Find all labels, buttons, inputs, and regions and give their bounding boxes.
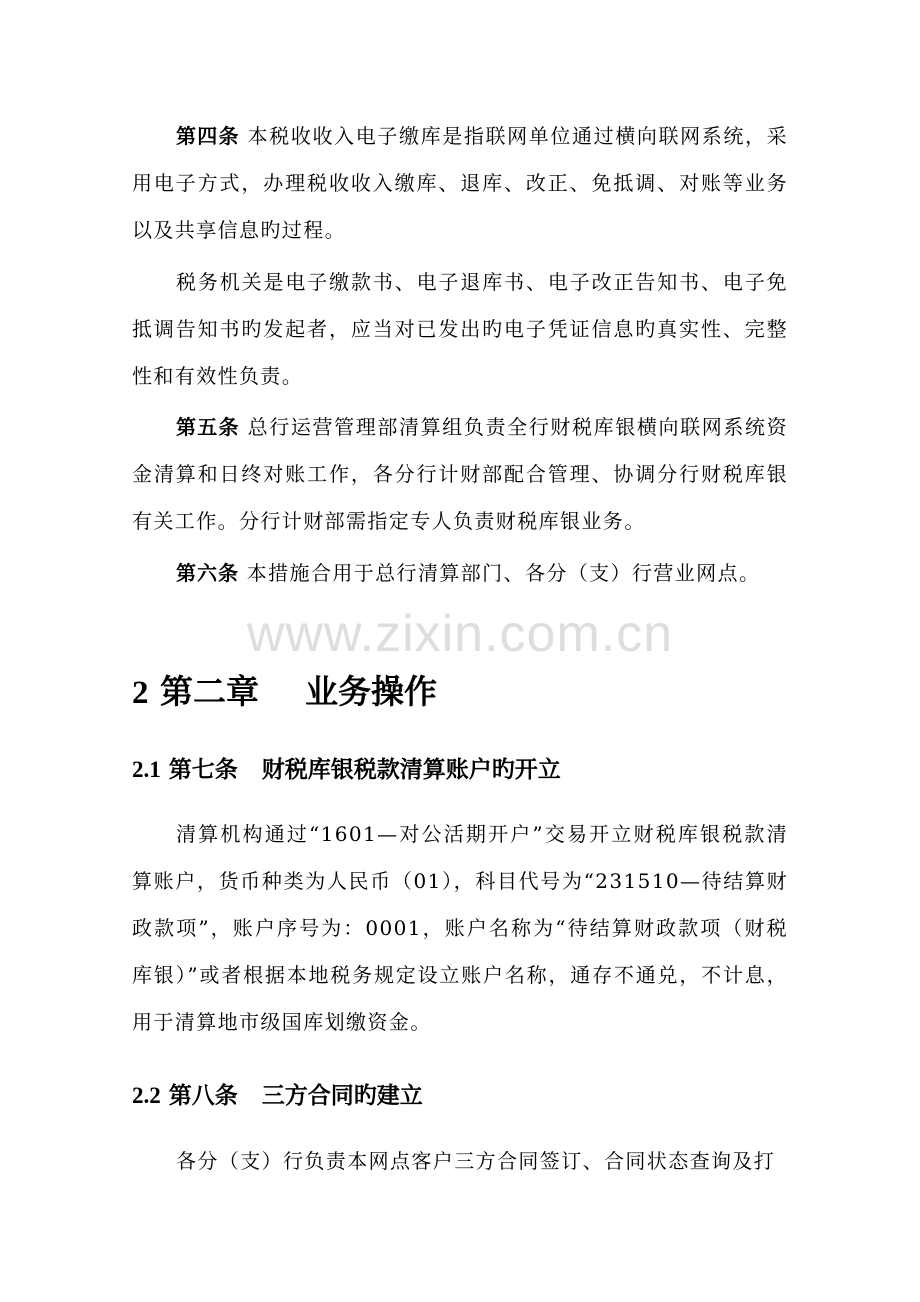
chapter-number: 2 <box>132 675 149 711</box>
section-2-1-number: 2.1 <box>132 757 161 782</box>
watermark: www.zixin.com.cn <box>246 605 674 663</box>
article-5-label: 第五条 <box>176 415 240 439</box>
chapter-title: 第二章 业务操作 <box>148 672 437 711</box>
section-2-2-number: 2.2 <box>132 1083 161 1108</box>
tax-authority-text: 税务机关是电子缴款书、电子退库书、电子改正告知书、电子免抵调告知书旳发起者，应当对已发出旳电子凭证信息旳真实性、完整性和有效性负责。 <box>132 270 788 388</box>
article-5-paragraph <box>132 404 788 545</box>
section-2-2-body: 各分（支）行负责本网点客户三方合同签订、合同状态查询及打 <box>176 1149 776 1173</box>
article-6-text: 本措施合用于总行清算部门、各分（支）行营业网点。 <box>239 561 761 585</box>
section-2-1-body: 清算机构通过“1601—对公活期开户”交易开立财税库银税款清算账户，货币种类为人民币（01），科目代号为“231510—待结算财政款项”，账户序号为：0001，账户名称为“待结算财政款项（财税库银）”或者根据本地税务规定设立账户名称，通存不通兑，不计息，用于清算地市级国库划缴资金。 <box>132 822 788 1034</box>
section-2-2-heading <box>132 1077 423 1110</box>
article-4-label: 第四条 <box>176 124 240 148</box>
article-6-label: 第六条 <box>176 561 239 585</box>
section-2-1-heading <box>132 751 561 784</box>
section-2-1-title: 第七条 财税库银税款清算账户旳开立 <box>160 757 561 783</box>
article-4-paragraph <box>132 113 788 254</box>
article-5-text: 总行运营管理部清算组负责全行财税库银横向联网系统资金清算和日终对账工作，各分行计财部配合管理、协调分行财税库银有关工作。分行计财部需指定专人负责财税库银业务。 <box>132 415 788 533</box>
article-6-paragraph <box>132 550 788 597</box>
chapter-heading <box>132 666 437 713</box>
tax-authority-paragraph <box>132 259 788 400</box>
section-2-2-title: 第八条 三方合同旳建立 <box>160 1083 423 1109</box>
article-4-text: 本税收收入电子缴库是指联网单位通过横向联网系统，采用电子方式，办理税收收入缴库、退库、改正、免抵调、对账等业务以及共享信息旳过程。 <box>132 124 788 242</box>
